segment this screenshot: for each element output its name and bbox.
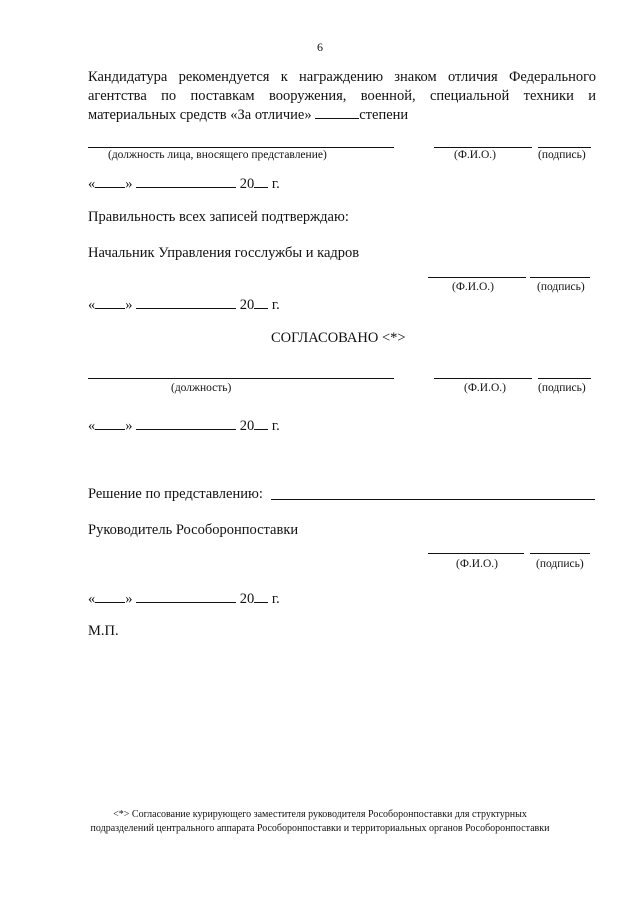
close-quote: » xyxy=(125,591,133,607)
year-blank-4[interactable] xyxy=(254,590,268,603)
signature-line-3[interactable] xyxy=(538,378,591,379)
confirmation-text: Правильность всех записей подтверждаю: xyxy=(88,209,349,225)
date-line-2 xyxy=(88,296,280,314)
year-blank-2[interactable] xyxy=(254,296,268,309)
signature-caption-4: (подпись) xyxy=(536,558,584,570)
year-suffix: г. xyxy=(271,297,280,313)
degree-word: степени xyxy=(359,107,409,123)
fio-caption-1: (Ф.И.О.) xyxy=(454,149,496,161)
month-blank-1[interactable] xyxy=(136,175,236,188)
year-prefix: 20 xyxy=(239,176,255,192)
month-blank-3[interactable] xyxy=(136,417,236,430)
hr-head-title: Начальник Управления госслужбы и кадров xyxy=(88,245,360,261)
year-prefix: 20 xyxy=(239,591,255,607)
position-line-3[interactable] xyxy=(88,378,394,379)
year-prefix: 20 xyxy=(239,297,255,313)
fio-caption-3: (Ф.И.О.) xyxy=(464,382,506,394)
degree-blank[interactable] xyxy=(315,106,359,119)
footnote xyxy=(60,808,580,836)
intro-paragraph xyxy=(88,68,596,125)
open-quote: « xyxy=(88,176,96,192)
open-quote: « xyxy=(88,297,96,313)
close-quote: » xyxy=(125,418,133,434)
year-suffix: г. xyxy=(271,418,280,434)
signature-line-2[interactable] xyxy=(530,277,590,278)
day-blank-2[interactable] xyxy=(95,296,125,309)
footnote-line-2: подразделений центрального аппарата Рособоронпоставки и территориальных органов Рособоронпоставки xyxy=(90,823,550,834)
fio-line-2[interactable] xyxy=(428,277,526,278)
date-line-4 xyxy=(88,590,280,608)
intro-line-1: Кандидатура рекомендуется к награждению знаком отличия Федерального xyxy=(88,69,596,85)
day-blank-3[interactable] xyxy=(95,417,125,430)
signature-caption-1: (подпись) xyxy=(538,149,586,161)
footnote-line-1: <*> Согласование курирующего заместителя руководителя Рособоронпоставки для структурных xyxy=(113,809,527,820)
signature-caption-2: (подпись) xyxy=(537,281,585,293)
fio-line-1[interactable] xyxy=(434,147,532,148)
position-caption-1: (должность лица, вносящего представление) xyxy=(108,149,327,161)
year-blank-3[interactable] xyxy=(254,417,268,430)
date-line-1 xyxy=(88,175,280,193)
fio-line-4[interactable] xyxy=(428,553,524,554)
fio-caption-2: (Ф.И.О.) xyxy=(452,281,494,293)
fio-caption-4: (Ф.И.О.) xyxy=(456,558,498,570)
signature-line-1[interactable] xyxy=(538,147,591,148)
year-blank-1[interactable] xyxy=(254,175,268,188)
year-suffix: г. xyxy=(271,591,280,607)
day-blank-4[interactable] xyxy=(95,590,125,603)
position-caption-3: (должность) xyxy=(171,382,232,394)
stamp-label: М.П. xyxy=(88,623,119,639)
signature-caption-3: (подпись) xyxy=(538,382,586,394)
decision-label: Решение по представлению: xyxy=(88,486,263,502)
page-number: 6 xyxy=(317,40,323,54)
year-prefix: 20 xyxy=(239,418,255,434)
decision-line[interactable] xyxy=(271,499,595,500)
fio-line-3[interactable] xyxy=(434,378,532,379)
intro-line-3 xyxy=(88,106,596,125)
date-line-3 xyxy=(88,417,280,435)
close-quote: » xyxy=(125,297,133,313)
month-blank-2[interactable] xyxy=(136,296,236,309)
year-suffix: г. xyxy=(271,176,280,192)
month-blank-4[interactable] xyxy=(136,590,236,603)
director-title: Руководитель Рособоронпоставки xyxy=(88,522,299,538)
close-quote: » xyxy=(125,176,133,192)
position-line-1[interactable] xyxy=(88,147,394,148)
intro-line-2: агентства по поставкам вооружения, военной, специальной техники и xyxy=(88,88,596,104)
open-quote: « xyxy=(88,591,96,607)
day-blank-1[interactable] xyxy=(95,175,125,188)
signature-line-4[interactable] xyxy=(530,553,590,554)
approval-heading: СОГЛАСОВАНО <*> xyxy=(271,330,406,346)
award-name-text: материальных средств «За отличие» xyxy=(88,107,312,123)
open-quote: « xyxy=(88,418,96,434)
